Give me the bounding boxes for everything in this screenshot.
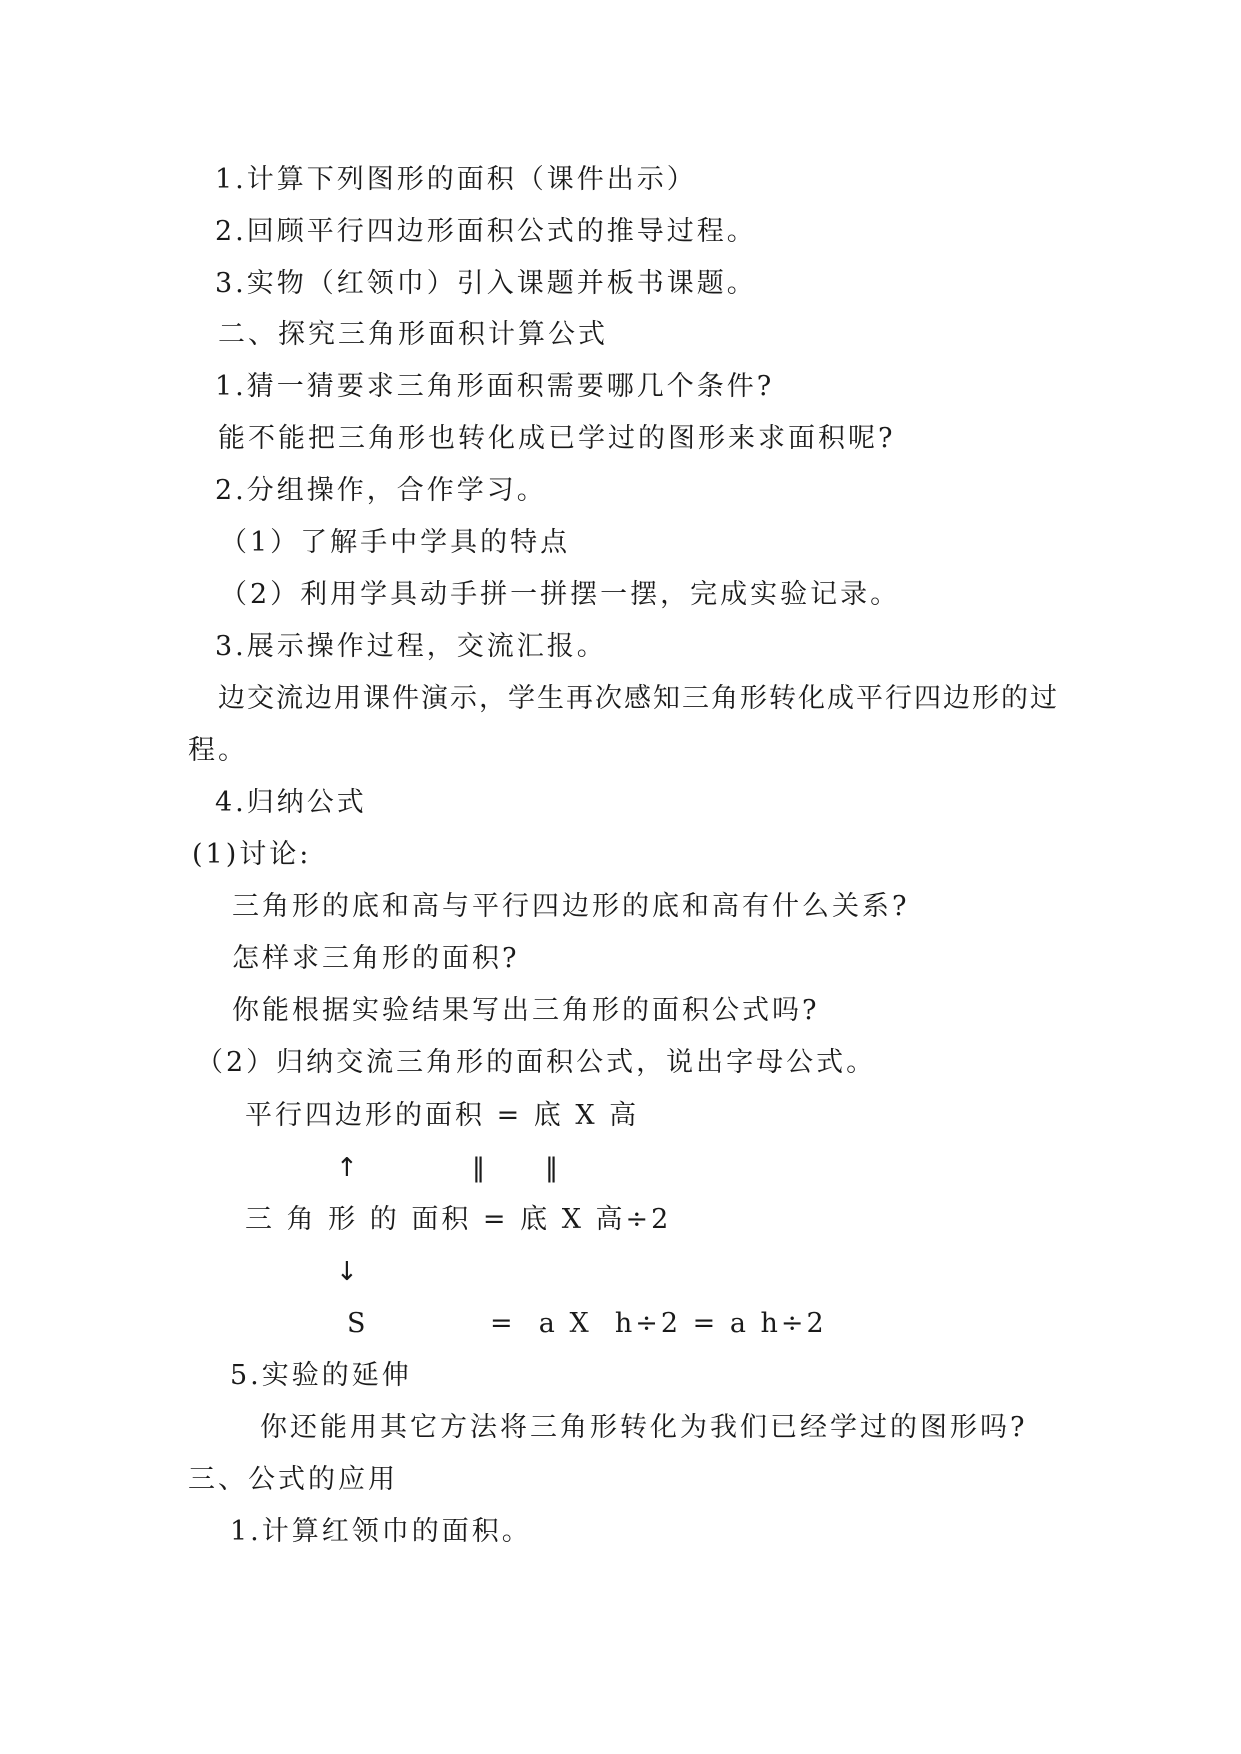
question-how: 怎样求三角形的面积? — [232, 943, 520, 974]
step-3-introduce-topic: 3.实物（红领巾）引入课题并板书课题。 — [215, 268, 757, 299]
equal-mark-base: ‖ — [472, 1153, 488, 1183]
formula-parallelogram: 平行四边形的面积 = 底 X 高 — [245, 1100, 640, 1131]
item-1-guess: 1.猜一猜要求三角形面积需要哪几个条件? — [215, 371, 775, 402]
question-other-methods: 你还能用其它方法将三角形转化为我们已经学过的图形吗? — [260, 1412, 1028, 1443]
item-4-summarize: 4.归纳公式 — [215, 787, 367, 818]
question-formula: 你能根据实验结果写出三角形的面积公式吗? — [232, 995, 820, 1026]
formula-letter-s: S — [347, 1308, 369, 1339]
item-2-group-work: 2.分组操作，合作学习。 — [215, 475, 547, 506]
arrow-up-icon: ↑ — [336, 1153, 361, 1183]
sub-item-summarize: （2）归纳交流三角形的面积公式，说出字母公式。 — [196, 1047, 877, 1078]
arrow-down-icon: ↓ — [336, 1257, 361, 1287]
formula-letters: = a X h÷2 = a h÷2 — [490, 1308, 827, 1339]
step-1-calculate-areas: 1.计算下列图形的面积（课件出示） — [215, 164, 697, 195]
section-3-heading: 三、公式的应用 — [188, 1464, 398, 1495]
question-transform: 能不能把三角形也转化成已学过的图形来求面积呢? — [218, 423, 896, 454]
item-5-extension: 5.实验的延伸 — [230, 1360, 412, 1391]
item-3-present: 3.展示操作过程，交流汇报。 — [215, 631, 607, 662]
section-2-heading: 二、探究三角形面积计算公式 — [218, 319, 608, 350]
sub-item-1: （1）了解手中学具的特点 — [220, 527, 571, 558]
paragraph-demo-cont: 程。 — [188, 735, 248, 766]
equal-mark-height: ‖ — [545, 1153, 561, 1183]
sub-item-2: （2）利用学具动手拼一拼摆一摆，完成实验记录。 — [220, 579, 901, 610]
paragraph-demo: 边交流边用课件演示，学生再次感知三角形转化成平行四边形的过 — [218, 683, 1059, 714]
application-item-1: 1.计算红领巾的面积。 — [230, 1516, 532, 1547]
step-2-review-parallelogram: 2.回顾平行四边形面积公式的推导过程。 — [215, 216, 757, 247]
formula-triangle: 三 角 形 的 面积 = 底 X 高÷2 — [245, 1204, 672, 1235]
question-relation: 三角形的底和高与平行四边形的底和高有什么关系? — [232, 891, 910, 922]
sub-item-discuss: (1)讨论: — [192, 839, 312, 870]
